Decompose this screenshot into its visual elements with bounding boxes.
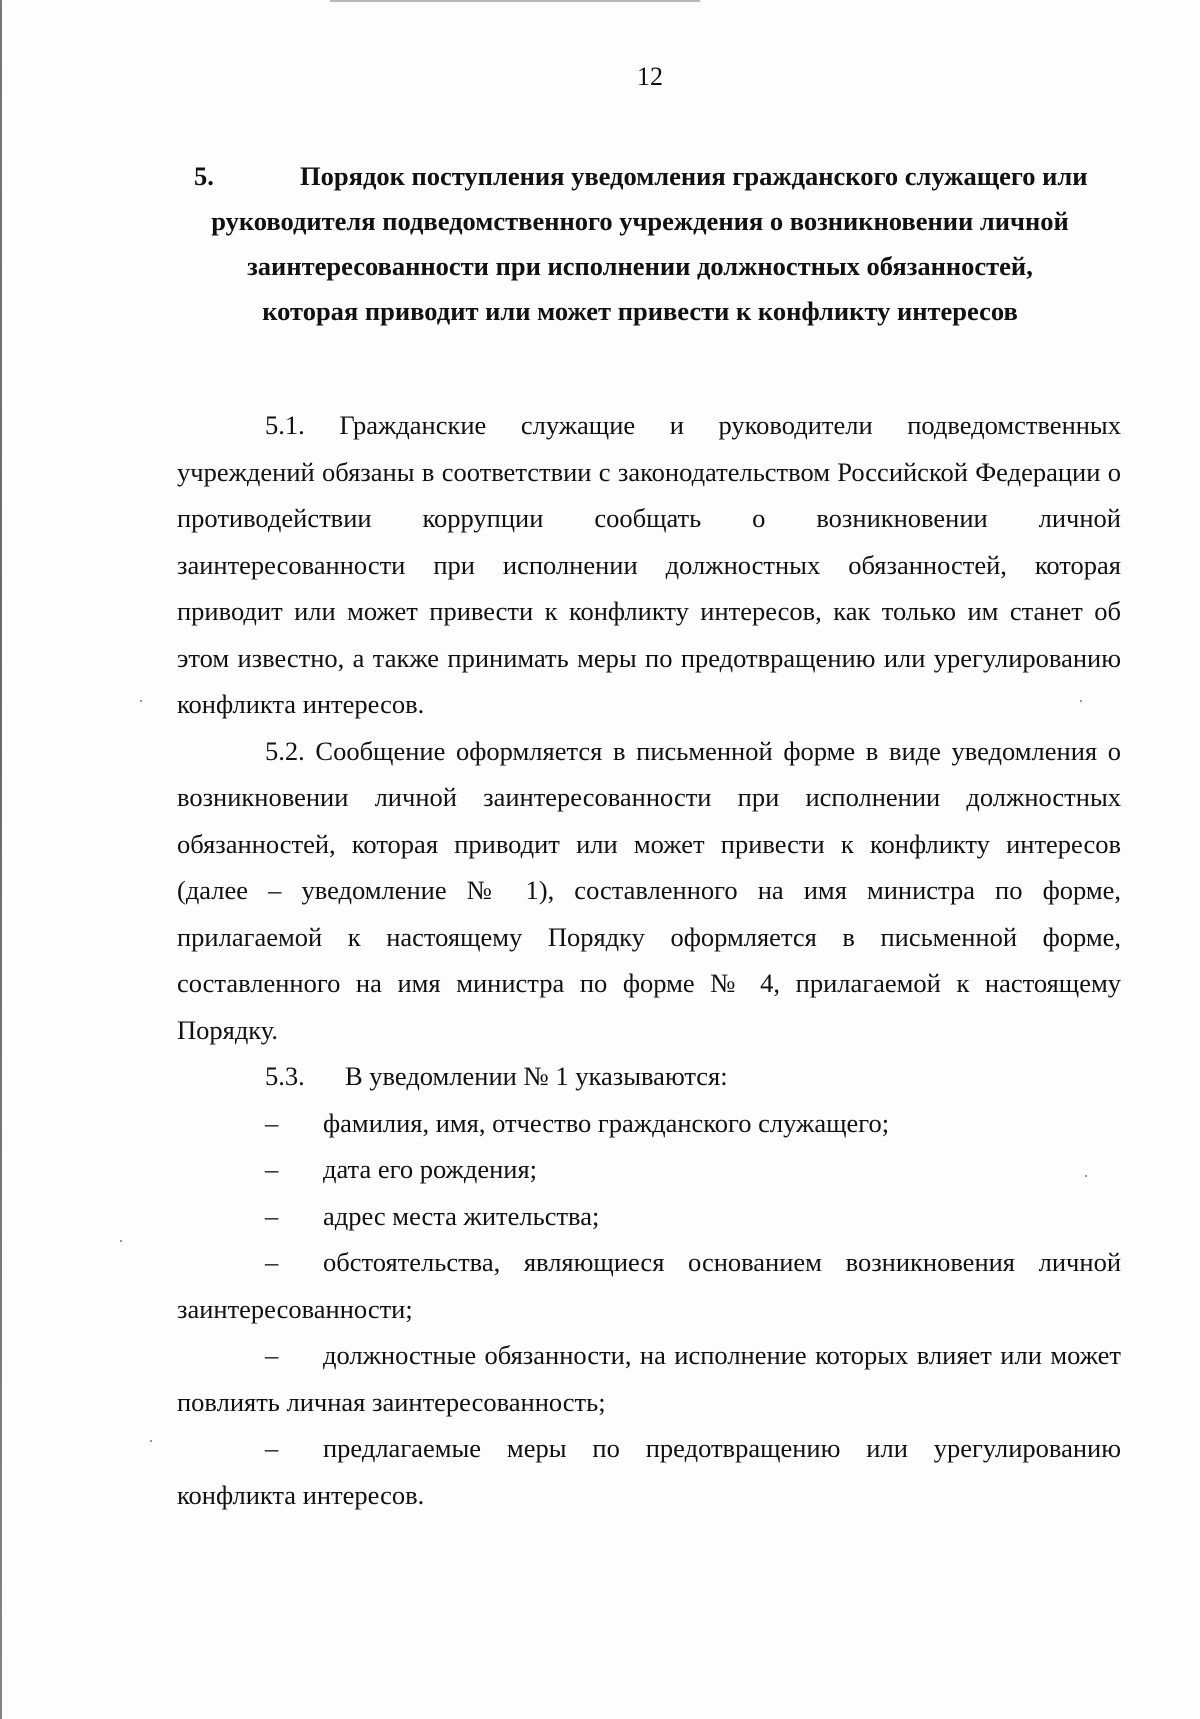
list-item [177, 1425, 1121, 1518]
section-heading [160, 154, 1120, 334]
list-dash: – [265, 1200, 279, 1231]
paragraph-5-2: 5.2. Сообщение оформляется в письменной форме в виде уведомления о возникновении личной заинтересованности при исполнении должностных обязанностей, которая приводит или может привести к конфликту интересов (далее – уведомление № 1), составленного на имя министра по форме, прилагаемой к настоящему Порядку оформляется в письменной форме, составленного на имя министра по форме № 4, прилагаемой к настоящему Порядку. [177, 735, 1121, 1045]
list-dash: – [265, 1107, 279, 1138]
scan-speck [150, 1440, 152, 1442]
list-item-text: фамилия, имя, отчество гражданского служащего; [323, 1107, 890, 1138]
section-title-line: которая приводит или может привести к конфликту интересов [262, 296, 1018, 326]
paragraph-5-3-number: 5.3. [265, 1061, 305, 1091]
list-item-text: обстоятельства, являющиеся основанием возникновения личной заинтересованности; [177, 1247, 1121, 1324]
list-item [177, 1332, 1121, 1425]
section-number: 5. [194, 161, 214, 191]
page-number: 12 [637, 62, 663, 91]
list-item [177, 1193, 1121, 1240]
paragraph-5-3-text: В уведомлении № 1 указываются: [345, 1061, 728, 1091]
list-dash: – [265, 1340, 279, 1370]
section-title-line: Порядок поступления уведомления гражданского служащего или [300, 161, 1088, 191]
list-dash: – [265, 1433, 279, 1463]
body-text [177, 402, 1121, 1518]
list-item [177, 1100, 1121, 1147]
list-dash: – [265, 1247, 279, 1277]
list-dash: – [265, 1154, 279, 1184]
list-item [177, 1239, 1121, 1332]
list-item-text: дата его рождения; [323, 1154, 538, 1184]
list-item-text: адрес места жительства; [323, 1200, 600, 1231]
list-item-text: должностные обязанности, на исполнение которых влияет или может повлиять личная заинтересованность; [177, 1340, 1121, 1417]
section-title-line: руководителя подведомственного учреждения о возникновении личной [211, 206, 1069, 236]
scan-edge-top [330, 0, 700, 2]
scan-speck [140, 700, 142, 702]
paragraph-5-3 [177, 1053, 1121, 1100]
scan-edge-left [0, 0, 2, 1719]
paragraph-5-1: 5.1. Гражданские служащие и руководители подведомственных учреждений обязаны в соответствии с законодательством Российской Федерации о противодействии коррупции сообщать о возникновении личной заинтересованности при исполнении должностных обязанностей, которая приводит или может привести к конфликту интересов, как только им станет об этом известно, а также принимать меры по предотвращению или урегулированию конфликта интересов. [177, 410, 1121, 719]
scan-speck [120, 1240, 122, 1242]
list-item [177, 1146, 1121, 1193]
section-title-line: заинтересованности при исполнении должностных обязанностей, [247, 251, 1033, 281]
list-item-text: предлагаемые меры по предотвращению или урегулированию конфликта интересов. [177, 1433, 1121, 1510]
